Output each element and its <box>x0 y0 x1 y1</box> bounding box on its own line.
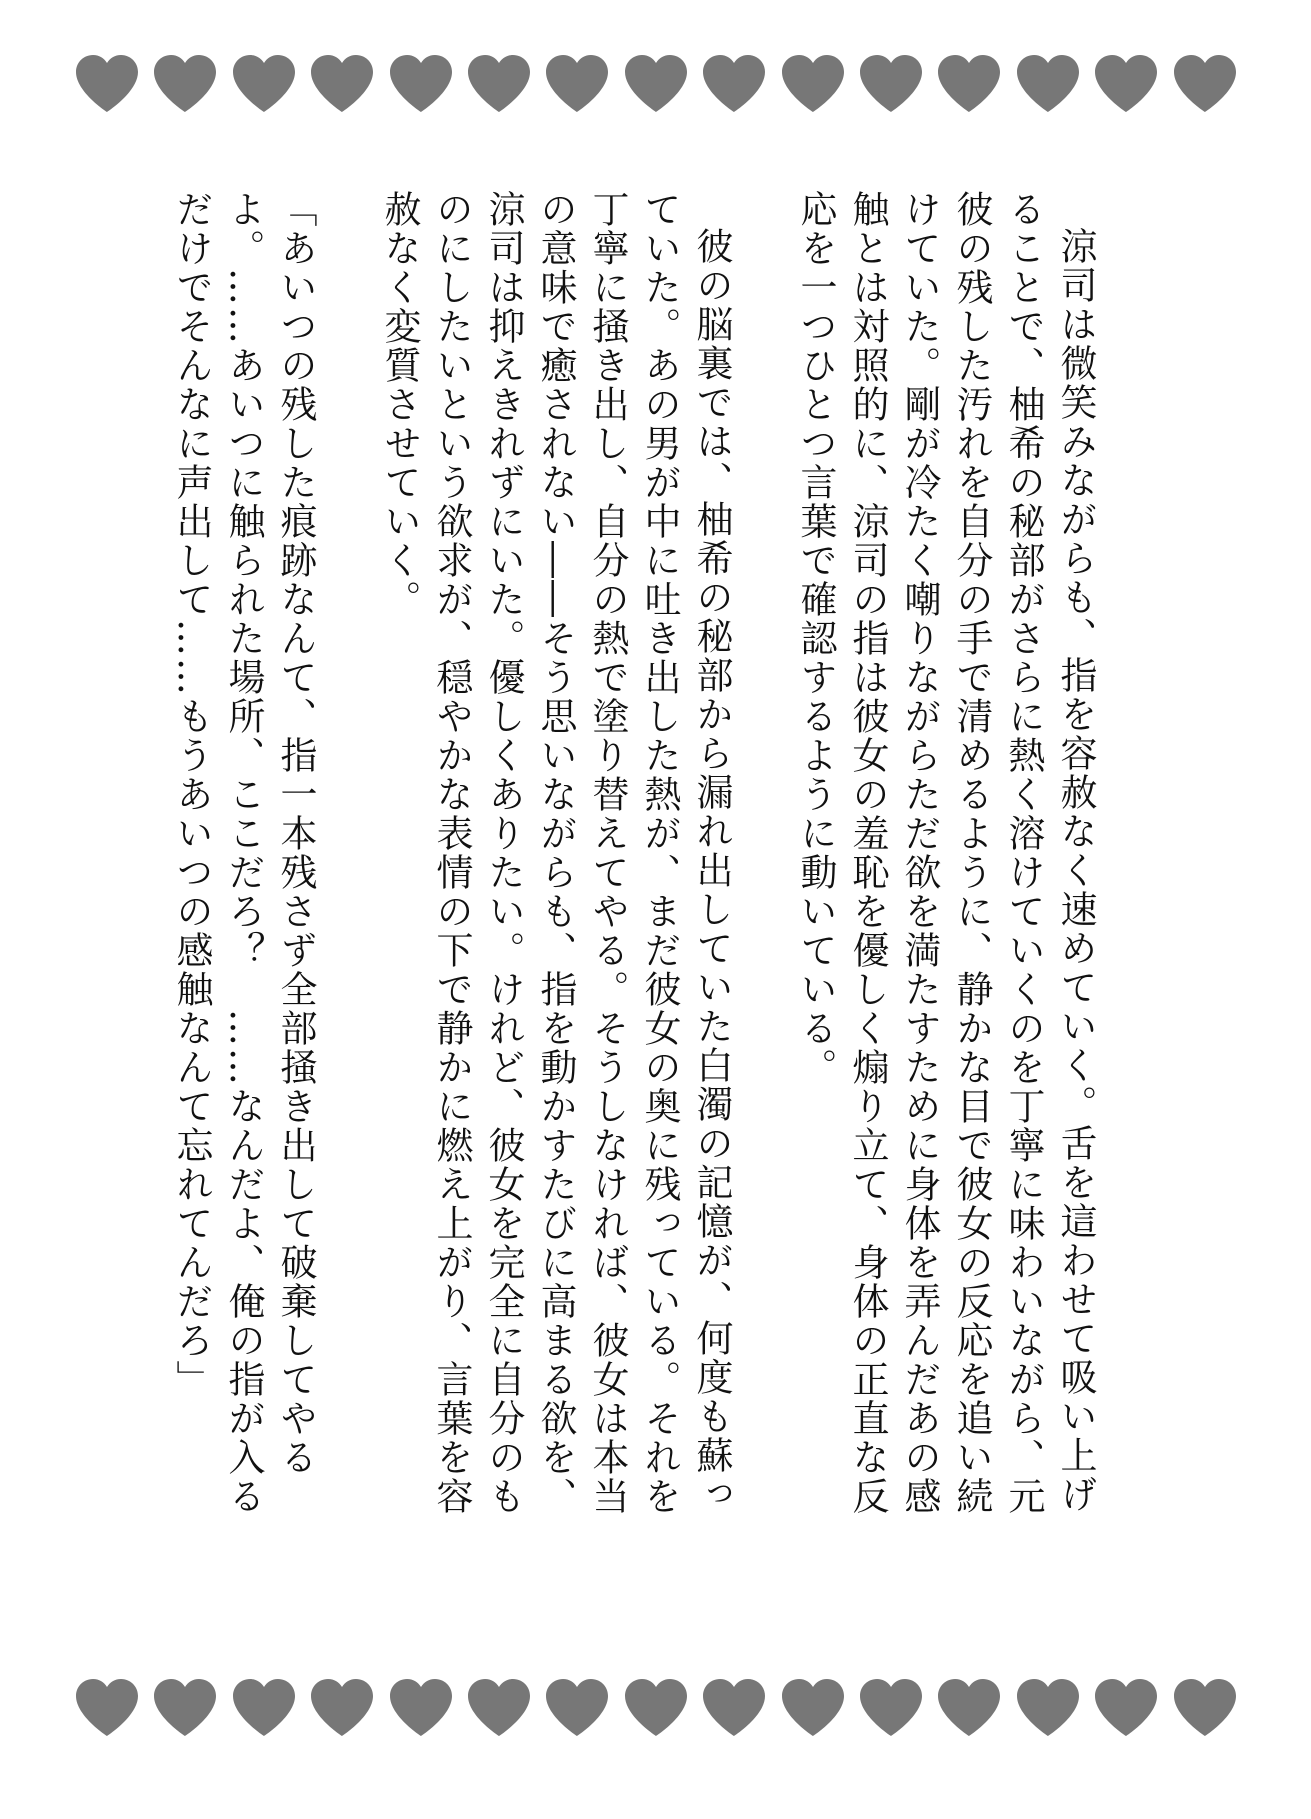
heart-icon <box>388 54 454 114</box>
heart-icon <box>74 54 140 114</box>
heart-icon <box>858 54 924 114</box>
heart-icon <box>701 1678 767 1738</box>
heart-icon <box>231 54 297 114</box>
heart-icon <box>1093 1678 1159 1738</box>
heart-icon <box>74 1678 140 1738</box>
heart-icon <box>544 1678 610 1738</box>
heart-icon <box>544 54 610 114</box>
dialogue-paragraph: 「あいつの残した痕跡なんて、指一本残さず全部掻き出して破棄してやるよ。……あいつに触られた場所、ここだろ？ ……なんだよ、俺の指が入るだけでそんなに声出して……もうあいつの感触なんて忘れてんだろ」 <box>170 190 317 1516</box>
heart-icon <box>152 54 218 114</box>
heart-icon <box>623 1678 689 1738</box>
heart-icon <box>152 1678 218 1738</box>
paragraph-2: 彼の脳裏では、柚希の秘部から漏れ出していた白濁の記憶が、何度も蘇っていた。あの男が中に吐き出した熱が、まだ彼女の奥に残っている。それを丁寧に掻き出し、自分の熱で塗り替えてやる。そうしなければ、彼女は本当の意味で癒されない――そう思いながらも、指を動かすたびに高まる欲を、涼司は抑えきれずにいた。優しくありたい。けれど、彼女を完全に自分のものにしたいという欲求が、穏やかな表情の下で静かに燃え上がり、言葉を容赦なく変質させていく。 <box>378 190 733 1516</box>
heart-icon <box>858 1678 924 1738</box>
heart-icon <box>936 54 1002 114</box>
heart-icon <box>231 1678 297 1738</box>
heart-icon <box>936 1678 1002 1738</box>
heart-icon <box>466 1678 532 1738</box>
heart-icon <box>309 1678 375 1738</box>
heart-icon <box>701 54 767 114</box>
paragraph-spacer <box>321 190 373 1550</box>
body-text <box>170 190 1101 1550</box>
heart-icon <box>1172 54 1238 114</box>
heart-icon <box>1093 54 1159 114</box>
heart-icon <box>1172 1678 1238 1738</box>
heart-icon <box>388 1678 454 1738</box>
paragraph-spacer <box>737 190 789 1550</box>
heart-icon <box>309 54 375 114</box>
heart-icon <box>466 54 532 114</box>
heart-border-bottom <box>0 1670 1311 1750</box>
heart-border-top <box>0 46 1311 126</box>
heart-icon <box>780 54 846 114</box>
heart-icon <box>780 1678 846 1738</box>
heart-icon <box>623 54 689 114</box>
heart-icon <box>1015 54 1081 114</box>
paragraph-1: 涼司は微笑みながらも、指を容赦なく速めていく。舌を這わせて吸い上げることで、柚希の秘部がさらに熱く溶けていくのを丁寧に味わいながら、元彼の残した汚れを自分の手で清めるように、静かな目で彼女の反応を追い続けていた。剛が冷たく嘲りながらただ欲を満たすために身体を弄んだあの感触とは対照的に、涼司の指は彼女の羞恥を優しく煽り立て、身体の正直な反応を一つひとつ言葉で確認するように動いている。 <box>794 190 1097 1516</box>
heart-icon <box>1015 1678 1081 1738</box>
